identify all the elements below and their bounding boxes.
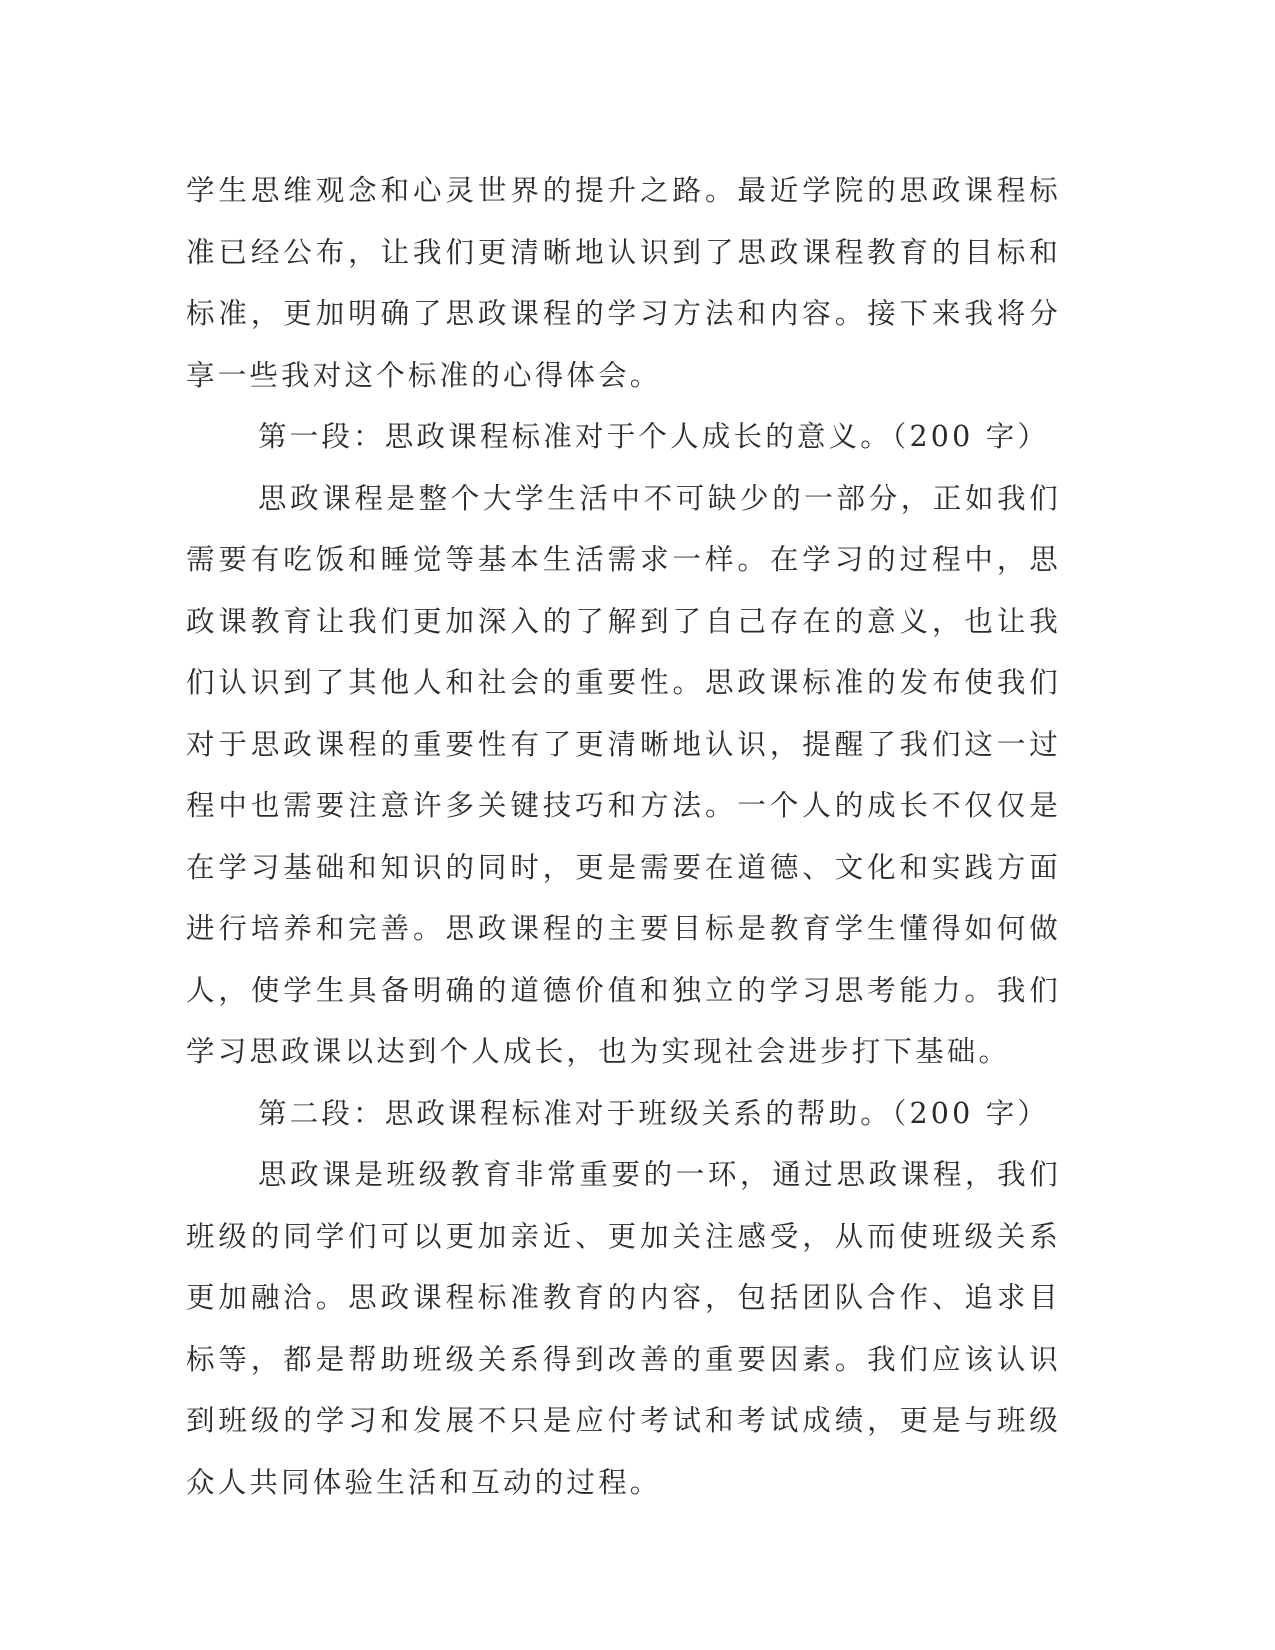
paragraph-section-1: 思政课程是整个大学生活中不可缺少的一部分，正如我们需要有吃饭和睡觉等基本生活需求一样。在学习的过程中，思政课教育让我们更加深入的了解到了自己存在的意义，也让我们认识到了其他人和社会的重要性。思政课标准的发布使我们对于思政课程的重要性有了更清晰地认识，提醒了我们这一过程中也需要注意许多关键技巧和方法。一个人的成长不仅仅是在学习基础和知识的同时，更是需要在道德、文化和实践方面进行培养和完善。思政课程的主要目标是教育学生懂得如何做人，使学生具备明确的道德价值和独立的学习思考能力。我们学习思政课以达到个人成长，也为实现社会进步打下基础。 bbox=[186, 481, 1061, 1068]
section-heading-1: 第一段：思政课程标准对于个人成长的意义。（200 字） bbox=[258, 420, 1050, 453]
paragraph-intro-continuation: 学生思维观念和心灵世界的提升之路。最近学院的思政课程标准已经公布，让我们更清晰地认识到了思政课程教育的目标和标准，更加明确了思政课程的学习方法和内容。接下来我将分享一些我对这个标准的心得体会。 bbox=[186, 174, 1061, 392]
paragraph-section-2: 思政课是班级教育非常重要的一环，通过思政课程，我们班级的同学们可以更加亲近、更加关注感受，从而使班级关系更加融洽。思政课程标准教育的内容，包括团队合作、追求目标等，都是帮助班级关系得到改善的重要因素。我们应该认识到班级的学习和发展不只是应付考试和考试成绩，更是与班级众人共同体验生活和互动的过程。 bbox=[186, 1158, 1061, 1499]
document-body bbox=[186, 160, 1061, 1513]
section-heading-2: 第二段：思政课程标准对于班级关系的帮助。（200 字） bbox=[258, 1096, 1050, 1130]
